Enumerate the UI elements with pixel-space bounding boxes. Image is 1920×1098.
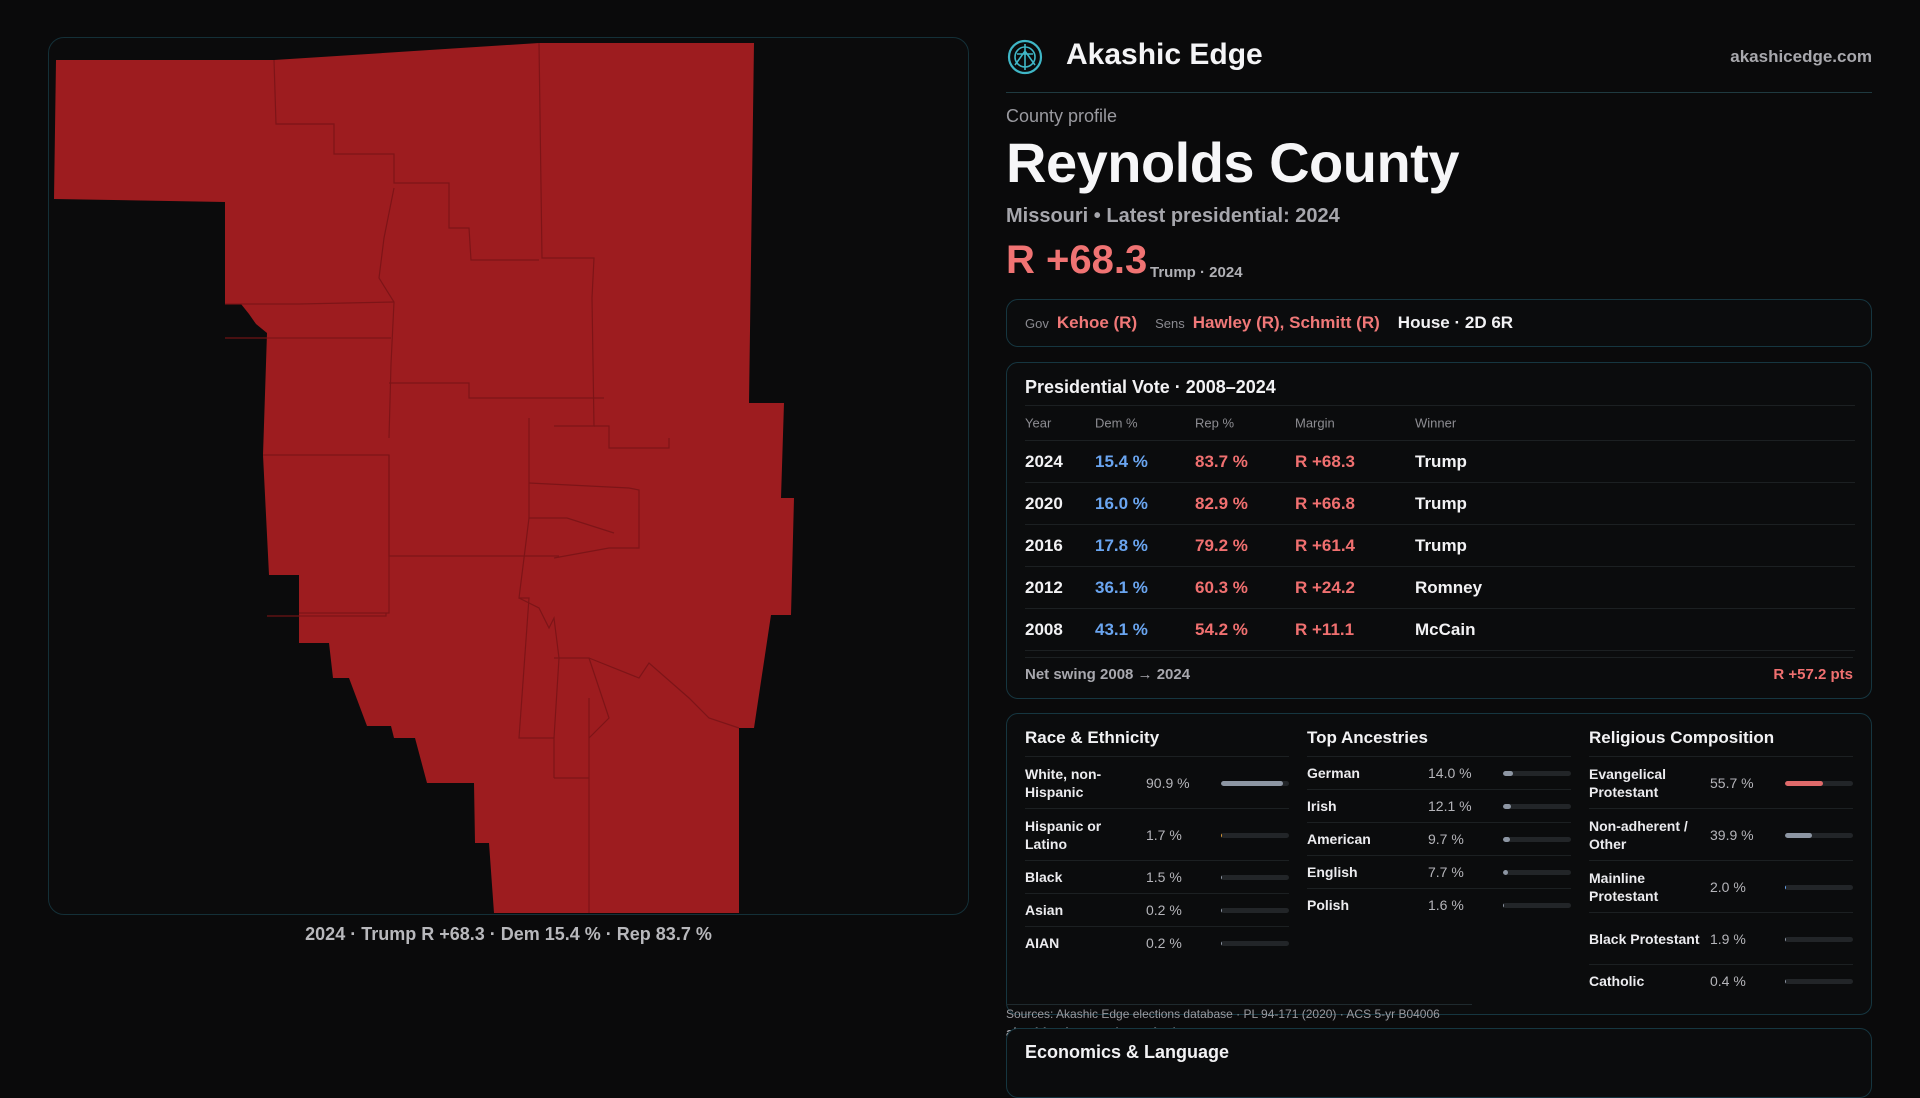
header xyxy=(1006,30,1872,93)
percent-bar xyxy=(1785,781,1853,786)
item-percent: 39.9 % xyxy=(1710,826,1754,843)
item-label: English xyxy=(1307,864,1358,880)
item-label: Non-adherent / Other xyxy=(1589,817,1688,852)
column-header: Dem % xyxy=(1095,415,1138,431)
percent-bar-fill xyxy=(1503,771,1513,776)
map-caption: 2024 · Trump R +68.3 · Dem 15.4 % · Rep 83.7 % xyxy=(305,924,712,944)
percent-bar xyxy=(1785,979,1853,984)
percent-bar xyxy=(1503,804,1571,809)
percent-bar-fill xyxy=(1221,908,1222,913)
list-item xyxy=(1025,860,1289,893)
ancestry-title: Top Ancestries xyxy=(1307,728,1428,747)
winner-cell: McCain xyxy=(1415,619,1476,639)
item-label: White, non-Hispanic xyxy=(1025,765,1102,800)
item-label: Black xyxy=(1025,869,1063,885)
item-percent: 9.7 % xyxy=(1428,831,1464,847)
margin-cell: R +66.8 xyxy=(1295,493,1356,513)
list-item xyxy=(1589,808,1853,860)
list-item xyxy=(1307,756,1571,789)
percent-bar-fill xyxy=(1503,804,1511,809)
table-row xyxy=(1025,524,1855,566)
percent-bar xyxy=(1503,870,1571,875)
religion-title: Religious Composition xyxy=(1589,728,1775,747)
list-item xyxy=(1307,822,1571,855)
list-item xyxy=(1025,808,1289,860)
brand-logo-icon xyxy=(1006,38,1044,76)
percent-bar-fill xyxy=(1221,941,1222,946)
item-label: German xyxy=(1307,765,1360,781)
percent-bar-fill xyxy=(1503,870,1508,875)
headline-margin: R +68.3 xyxy=(1006,238,1148,282)
county-subtitle: Missouri • Latest presidential: 2024 xyxy=(1006,205,1340,227)
column-header: Year xyxy=(1025,415,1052,431)
rep-pct-cell: 54.2 % xyxy=(1195,619,1248,639)
gov-tag: Gov xyxy=(1025,316,1049,331)
sens-tag: Sens xyxy=(1155,316,1185,331)
year-cell: 2008 xyxy=(1025,619,1063,639)
item-label: Evangelical Protestant xyxy=(1589,765,1667,800)
item-percent: 55.7 % xyxy=(1710,774,1754,791)
list-item xyxy=(1589,756,1853,808)
presidential-vote-table xyxy=(1025,405,1855,651)
officials-card xyxy=(1006,299,1872,347)
item-percent: 0.2 % xyxy=(1146,935,1182,951)
percent-bar xyxy=(1503,771,1571,776)
year-cell: 2012 xyxy=(1025,577,1063,597)
percent-bar xyxy=(1221,908,1289,913)
item-percent: 2.0 % xyxy=(1710,878,1746,895)
column-header: Winner xyxy=(1415,415,1457,431)
rep-pct-cell: 83.7 % xyxy=(1195,451,1248,471)
winner-cell: Trump xyxy=(1415,493,1467,513)
percent-bar-fill xyxy=(1221,875,1222,880)
margin-cell: R +61.4 xyxy=(1295,535,1356,555)
list-item xyxy=(1307,888,1571,921)
percent-bar xyxy=(1221,941,1289,946)
brand-title[interactable]: Akashic Edge xyxy=(1066,38,1263,71)
rep-pct-cell: 82.9 % xyxy=(1195,493,1248,513)
dem-pct-cell: 16.0 % xyxy=(1095,493,1148,513)
column-header: Rep % xyxy=(1195,415,1235,431)
sources-note: Sources: Akashic Edge elections database · PL 94-171 (2020) · ACS 5-yr B04006 xyxy=(1006,1004,1472,1021)
percent-bar-fill xyxy=(1503,903,1504,908)
county-profile-panel xyxy=(1006,0,1872,1080)
item-percent: 7.7 % xyxy=(1428,864,1464,880)
list-item xyxy=(1589,860,1853,912)
demographics-card xyxy=(1006,713,1872,1015)
year-cell: 2024 xyxy=(1025,451,1063,471)
table-row xyxy=(1025,482,1855,524)
margin-cell: R +68.3 xyxy=(1295,451,1356,471)
table-row xyxy=(1025,440,1855,482)
item-percent: 90.9 % xyxy=(1146,774,1190,791)
item-label: Asian xyxy=(1025,902,1064,918)
margin-cell: R +24.2 xyxy=(1295,577,1356,597)
race-ethnicity-title: Race & Ethnicity xyxy=(1025,728,1160,747)
winner-cell: Trump xyxy=(1415,535,1467,555)
county-shape xyxy=(54,43,794,913)
rep-pct-cell: 79.2 % xyxy=(1195,535,1248,555)
percent-bar-fill xyxy=(1221,833,1222,838)
item-percent: 1.9 % xyxy=(1710,930,1746,947)
percent-bar-fill xyxy=(1785,781,1823,786)
percent-bar-fill xyxy=(1221,781,1283,786)
presidential-vote-title: Presidential Vote · 2008–2024 xyxy=(1025,377,1276,397)
net-swing-value: R +57.2 pts xyxy=(1773,666,1853,683)
item-percent: 12.1 % xyxy=(1428,798,1472,814)
item-label: Catholic xyxy=(1589,973,1645,989)
item-label: Mainline Protestant xyxy=(1589,869,1659,904)
percent-bar xyxy=(1221,875,1289,880)
percent-bar xyxy=(1785,885,1853,890)
rep-pct-cell: 60.3 % xyxy=(1195,577,1248,597)
percent-bar xyxy=(1221,833,1289,838)
item-percent: 1.7 % xyxy=(1146,826,1182,843)
list-item xyxy=(1025,756,1289,808)
list-item xyxy=(1589,964,1853,997)
percent-bar-fill xyxy=(1785,979,1786,984)
percent-bar xyxy=(1221,781,1289,786)
item-label: Black Protestant xyxy=(1589,930,1700,947)
percent-bar xyxy=(1503,837,1571,842)
margin-cell: R +11.1 xyxy=(1295,619,1355,639)
table-header xyxy=(1025,405,1855,440)
list-item xyxy=(1307,789,1571,822)
percent-bar xyxy=(1503,903,1571,908)
list-item xyxy=(1025,926,1289,959)
percent-bar-fill xyxy=(1503,837,1510,842)
economics-card xyxy=(1006,1028,1872,1098)
item-label: AIAN xyxy=(1025,935,1060,951)
column-header: Margin xyxy=(1295,415,1335,431)
brand-url[interactable]: akashicedge.com xyxy=(1730,47,1872,66)
list-item xyxy=(1025,893,1289,926)
percent-bar-fill xyxy=(1785,937,1786,942)
item-label: Irish xyxy=(1307,798,1337,814)
list-item xyxy=(1307,855,1571,888)
percent-bar xyxy=(1785,937,1853,942)
presidential-vote-card xyxy=(1006,362,1872,699)
dem-pct-cell: 36.1 % xyxy=(1095,577,1148,597)
year-cell: 2016 xyxy=(1025,535,1063,555)
headline-margin-note: Trump · 2024 xyxy=(1150,264,1243,281)
net-swing-row xyxy=(1025,657,1853,688)
item-percent: 14.0 % xyxy=(1428,765,1472,781)
item-label: Polish xyxy=(1307,897,1350,913)
item-label: Hispanic or Latino xyxy=(1025,817,1102,852)
item-percent: 0.4 % xyxy=(1710,973,1746,989)
item-label: American xyxy=(1307,831,1371,847)
percent-bar-fill xyxy=(1785,833,1812,838)
year-cell: 2020 xyxy=(1025,493,1063,513)
county-map[interactable] xyxy=(48,37,969,915)
winner-cell: Romney xyxy=(1415,577,1483,597)
page-title: Reynolds County xyxy=(1006,131,1459,194)
percent-bar-fill xyxy=(1785,885,1786,890)
economics-title: Economics & Language xyxy=(1025,1042,1230,1062)
item-percent: 1.5 % xyxy=(1146,869,1182,885)
winner-cell: Trump xyxy=(1415,451,1467,471)
table-row xyxy=(1025,566,1855,608)
list-item xyxy=(1589,912,1853,964)
governor: Kehoe (R) xyxy=(1056,313,1138,332)
house-delegation: House · 2D 6R xyxy=(1397,313,1514,332)
senators: Hawley (R), Schmitt (R) xyxy=(1192,313,1380,332)
item-percent: 1.6 % xyxy=(1428,897,1464,913)
dem-pct-cell: 15.4 % xyxy=(1095,451,1148,471)
percent-bar xyxy=(1785,833,1853,838)
table-row xyxy=(1025,608,1855,651)
county-map-svg xyxy=(49,38,969,915)
dem-pct-cell: 43.1 % xyxy=(1095,619,1148,639)
profile-label: County profile xyxy=(1006,106,1118,126)
net-swing-label: Net swing 2008 → 2024 xyxy=(1025,666,1191,683)
item-percent: 0.2 % xyxy=(1146,902,1182,918)
dem-pct-cell: 17.8 % xyxy=(1095,535,1148,555)
